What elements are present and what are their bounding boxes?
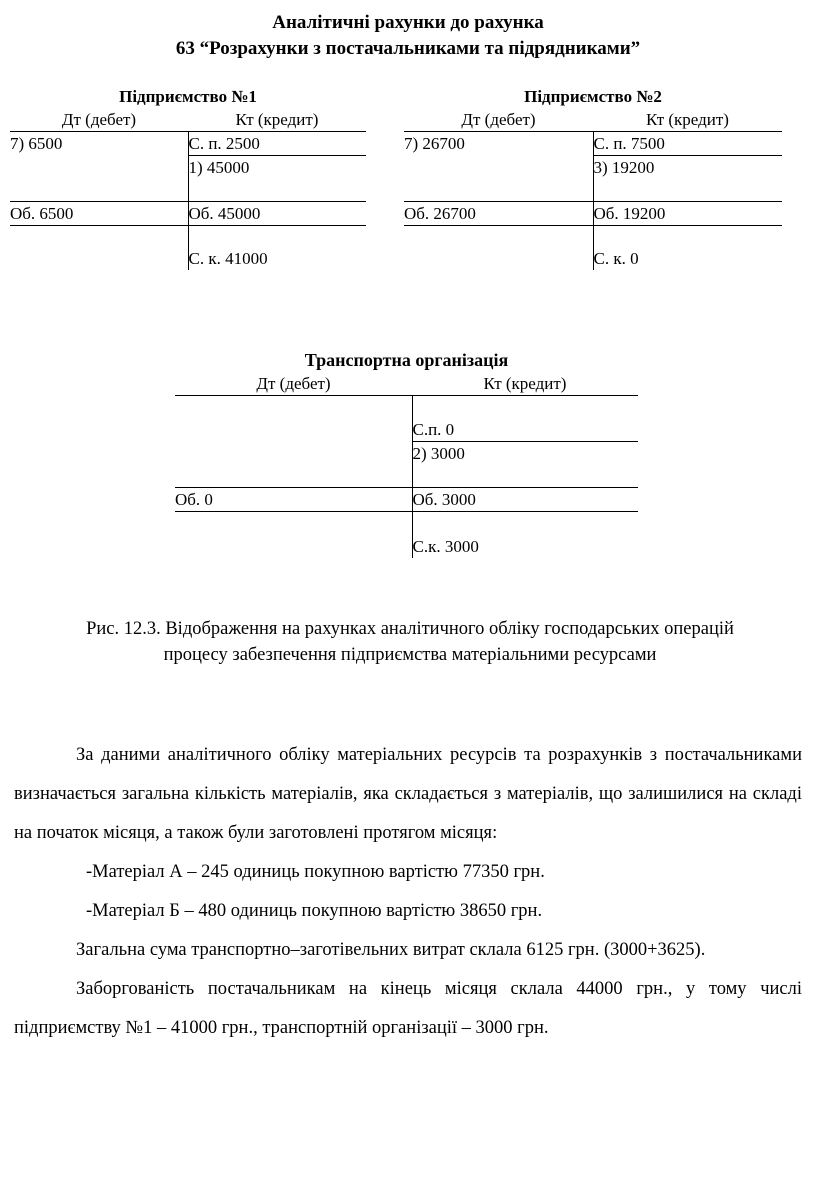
debit-column-header: Дт (дебет) xyxy=(461,110,536,129)
t-account-transport-organisation xyxy=(175,348,638,558)
t-account-table xyxy=(175,373,638,558)
credit-opening-balance: С. п. 2500 xyxy=(188,132,366,156)
figure-caption: Рис. 12.3. Відображення на рахунках аналітичного обліку господарських операцій процесу забезпечення підприємства матеріальними ресурсами xyxy=(86,619,734,665)
t-account-entry-row xyxy=(10,132,366,156)
debit-blank-cell xyxy=(175,396,412,442)
t-account-closing-row xyxy=(404,226,782,271)
t-account-turnover-row xyxy=(175,488,638,512)
t-account-table xyxy=(10,109,366,270)
credit-entry: 3) 19200 xyxy=(593,158,655,177)
debit-blank-cell xyxy=(404,156,593,202)
page-title-line-2: 63 “Розрахунки з постачальниками та підрядниками” xyxy=(175,38,641,59)
analytical-accounts-row xyxy=(0,86,816,270)
debit-blank-cell xyxy=(10,156,188,202)
t-account-entry-row xyxy=(10,156,366,202)
credit-turnover: Об. 19200 xyxy=(593,202,782,226)
debit-entry: 7) 6500 xyxy=(10,132,188,156)
body-text xyxy=(14,736,802,1048)
credit-closing-balance: С.к. 3000 xyxy=(412,537,479,556)
page-title xyxy=(0,0,816,62)
t-account-header-row xyxy=(175,373,638,396)
debit-closing-balance xyxy=(10,226,188,271)
debit-column-header: Дт (дебет) xyxy=(61,110,137,129)
debit-closing-balance xyxy=(404,226,593,271)
credit-entry: 1) 45000 xyxy=(188,158,250,177)
credit-turnover: Об. 45000 xyxy=(188,202,366,226)
t-account-title: Підприємство №2 xyxy=(524,87,662,106)
credit-turnover: Об. 3000 xyxy=(412,488,638,512)
t-account-entry-row xyxy=(175,442,638,488)
debit-turnover: Об. 26700 xyxy=(404,202,593,226)
page-title-line-1: Аналітичні рахунки до рахунка xyxy=(272,12,544,33)
credit-column-header: Кт (кредит) xyxy=(483,374,567,393)
t-account-closing-row xyxy=(175,512,638,559)
t-account-entry-row xyxy=(404,156,782,202)
t-account-title: Підприємство №1 xyxy=(119,87,257,106)
bullet-material-b: -Матеріал Б – 480 одиниць покупною вартістю 38650 грн. xyxy=(86,901,543,921)
debit-column-header: Дт (дебет) xyxy=(256,374,331,393)
t-account-turnover-row xyxy=(10,202,366,226)
debit-turnover: Об. 6500 xyxy=(10,202,188,226)
credit-opening-balance: С. п. 7500 xyxy=(593,132,782,156)
t-account-entry-row xyxy=(404,132,782,156)
paragraph-1: За даними аналітичного обліку матеріальних ресурсів та розрахунків з постачальниками визначається загальна кількість матеріалів, яка складається з матеріалів, що залишилися на складі на початок місяця, а також були заготовлені протягом місяця: xyxy=(14,745,802,843)
t-account-turnover-row xyxy=(404,202,782,226)
t-account-enterprise-1 xyxy=(10,86,366,270)
debit-turnover: Об. 0 xyxy=(175,488,412,512)
credit-closing-balance: С. к. 0 xyxy=(593,249,639,268)
t-account-table xyxy=(404,109,782,270)
paragraph-3: Заборгованість постачальникам на кінець місяця склала 44000 грн., у тому числі підприємству №1 – 41000 грн., транспортній організації – 3000 грн. xyxy=(14,979,802,1038)
t-account-enterprise-2 xyxy=(404,86,782,270)
t-account-closing-row xyxy=(10,226,366,271)
credit-opening-balance: С.п. 0 xyxy=(412,396,638,442)
credit-closing-balance: С. к. 41000 xyxy=(188,249,268,268)
debit-entry: 7) 26700 xyxy=(404,132,593,156)
debit-blank-cell-2 xyxy=(175,442,412,488)
bullet-material-a: -Матеріал А – 245 одиниць покупною вартістю 77350 грн. xyxy=(86,862,545,882)
credit-column-header: Кт (кредит) xyxy=(646,110,729,129)
credit-entry: 2) 3000 xyxy=(412,444,465,463)
paragraph-2: Загальна сума транспортно–заготівельних витрат склала 6125 грн. (3000+3625). xyxy=(76,940,706,960)
debit-closing-balance xyxy=(175,512,412,559)
t-account-header-row xyxy=(10,109,366,132)
t-account-header-row xyxy=(404,109,782,132)
t-account-title: Транспортна організація xyxy=(304,350,509,370)
t-account-entry-row xyxy=(175,396,638,442)
credit-column-header: Кт (кредит) xyxy=(235,110,319,129)
